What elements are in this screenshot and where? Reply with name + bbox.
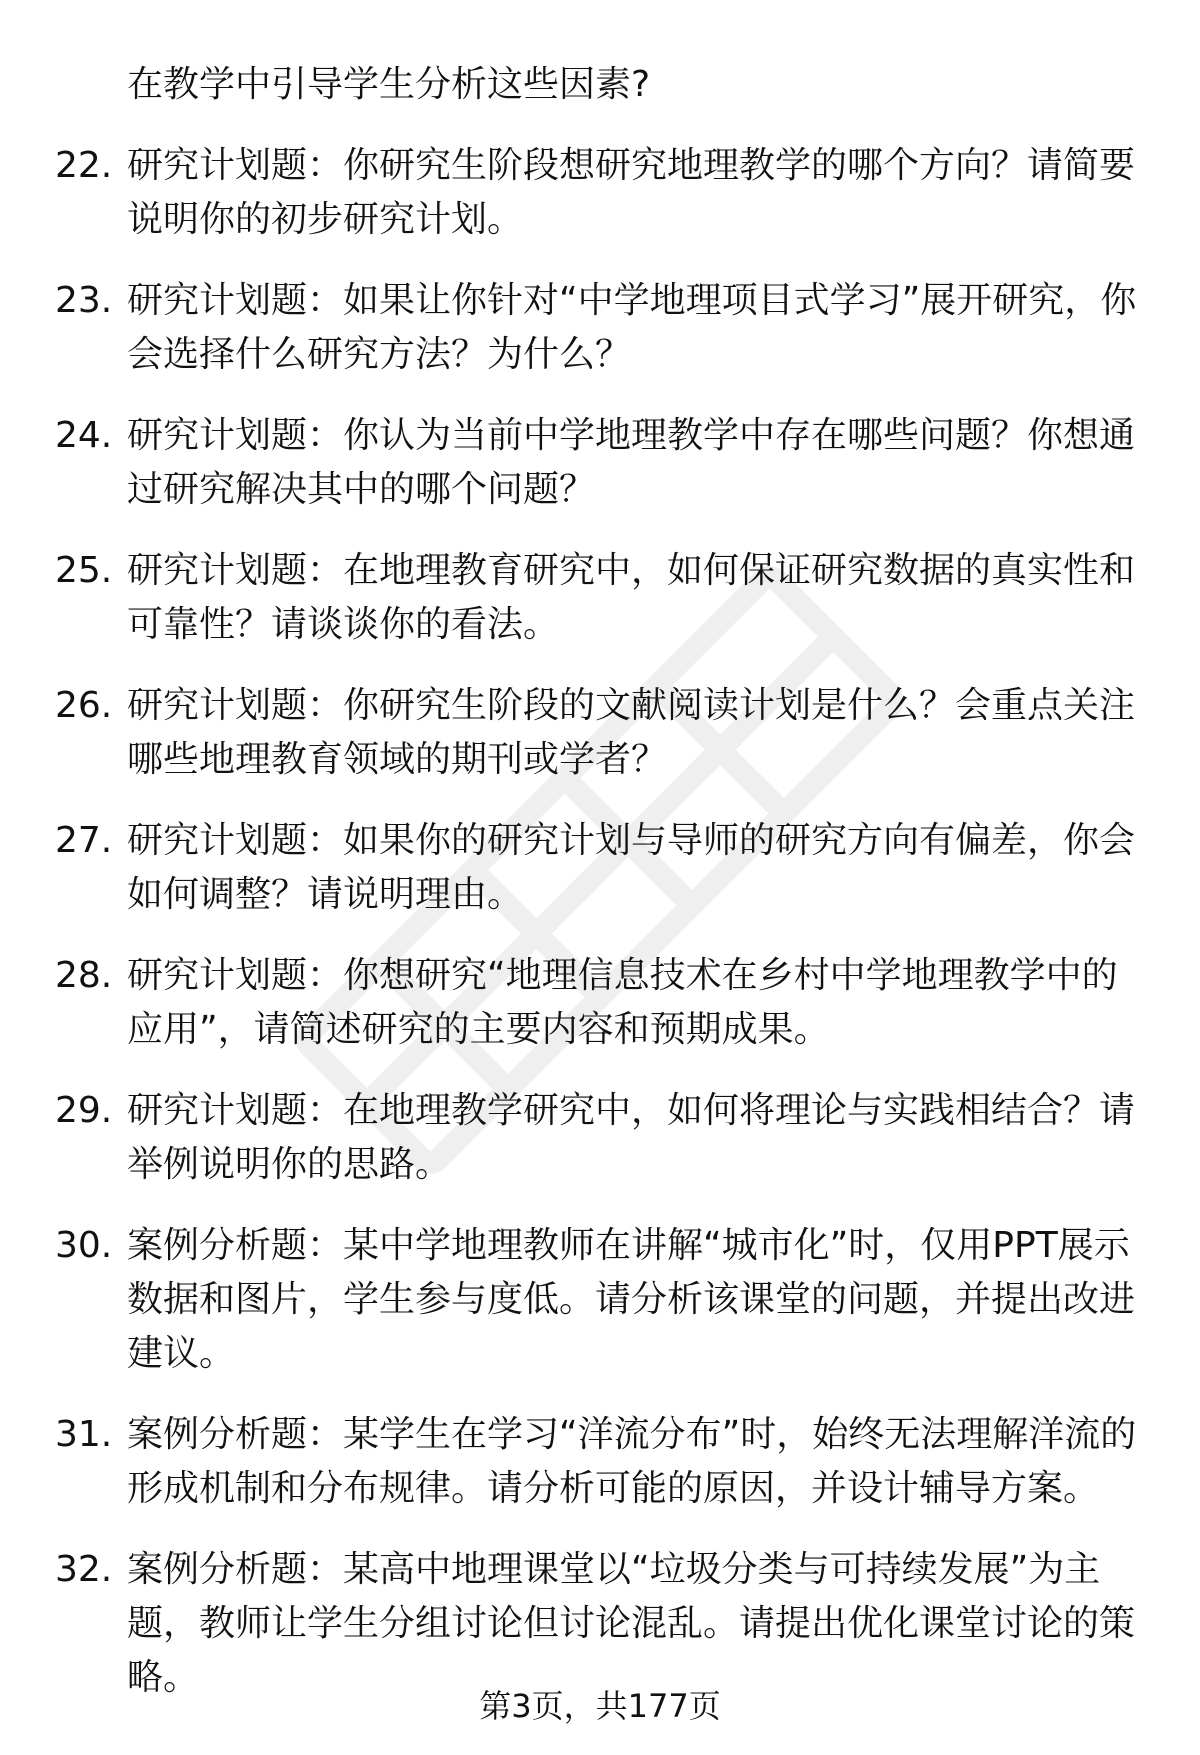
question-item [55,1543,1145,1705]
question-text: 研究计划题：在地理教育研究中，如何保证研究数据的真实性和可靠性？请谈谈你的看法。 [127,550,1136,645]
question-item [55,1084,1145,1192]
question-number: 27. [55,820,113,861]
question-number: 24. [55,415,113,456]
question-text: 研究计划题：如果让你针对“中学地理项目式学习”展开研究，你会选择什么研究方法？为什么？ [127,280,1137,375]
question-item [55,274,1145,382]
question-item [55,949,1145,1057]
question-item [55,139,1145,247]
question-text: 案例分析题：某学生在学习“洋流分布”时，始终无法理解洋流的形成机制和分布规律。请分析可能的原因，并设计辅导方案。 [127,1414,1137,1509]
question-item [55,679,1145,787]
question-text: 研究计划题：你认为当前中学地理教学中存在哪些问题？你想通过研究解决其中的哪个问题？ [127,415,1136,510]
question-number: 30. [55,1225,113,1266]
question-number: 32. [55,1549,113,1590]
question-text: 案例分析题：某中学地理教师在讲解“城市化”时，仅用PPT展示数据和图片，学生参与度低。请分析该课堂的问题，并提出改进建议。 [127,1225,1136,1374]
question-text: 研究计划题：如果你的研究计划与导师的研究方向有偏差，你会如何调整？请说明理由。 [127,820,1136,915]
page-number-footer: 第3页，共177页 [479,1687,721,1725]
question-text: 研究计划题：在地理教学研究中，如何将理论与实践相结合？请举例说明你的思路。 [127,1090,1136,1185]
question-text: 案例分析题：某高中地理课堂以“垃圾分类与可持续发展”为主题，教师让学生分组讨论但讨论混乱。请提出优化课堂讨论的策略。 [127,1549,1136,1698]
question-item [55,409,1145,517]
question-text: 研究计划题：你想研究“地理信息技术在乡村中学地理教学中的应用”，请简述研究的主要内容和预期成果。 [127,955,1118,1050]
question-number: 28. [55,955,113,996]
question-number: 25. [55,550,113,591]
question-item [55,1219,1145,1381]
question-number: 26. [55,685,113,726]
question-item [55,1408,1145,1516]
question-list [55,58,1145,1732]
continued-text: 在教学中引导学生分析这些因素? [127,64,651,105]
question-text: 研究计划题：你研究生阶段的文献阅读计划是什么？会重点关注哪些地理教育领域的期刊或学者？ [127,685,1136,780]
question-number: 29. [55,1090,113,1131]
question-item [55,544,1145,652]
question-number: 23. [55,280,113,321]
question-item [55,814,1145,922]
question-text: 研究计划题：你研究生阶段想研究地理教学的哪个方向？请简要说明你的初步研究计划。 [127,145,1136,240]
question-number: 22. [55,145,113,186]
question-number: 31. [55,1414,113,1455]
